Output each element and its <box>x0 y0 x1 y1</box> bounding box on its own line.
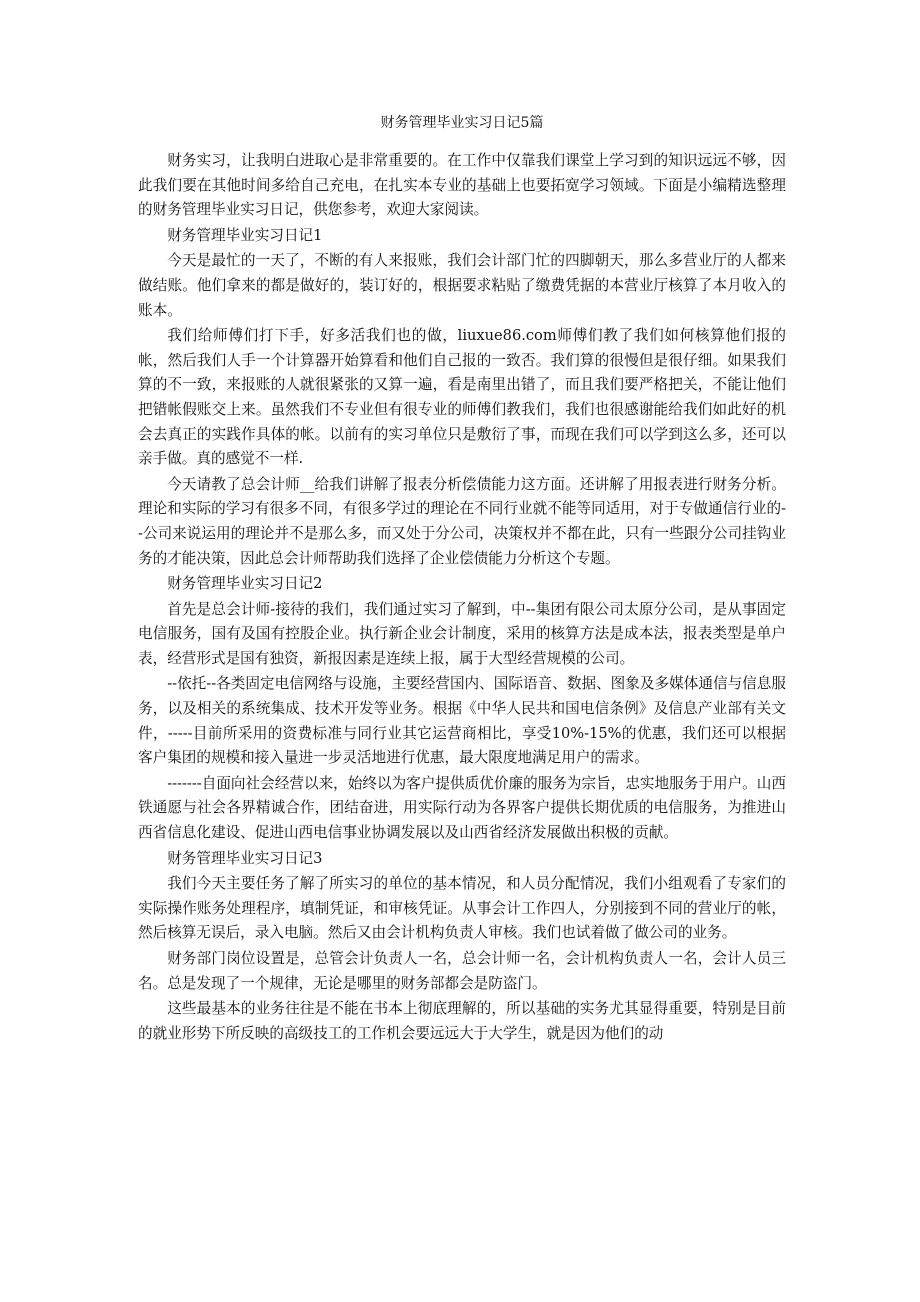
document-title: 财务管理毕业实习日记5篇 <box>380 115 544 131</box>
paragraph: 今天请教了总会计师__给我们讲解了报表分析偿债能力这方面。还讲解了用报表进行财务分析。理论和实际的学习有很多不同，有很多学过的理论在不同行业就不能等同适用，对于专做通信行业的--公司来说运用的理论并不是那么多，而又处于分公司，决策权并不都在此，只有一些跟分公司挂钩业务的才能决策，因此总会计师帮助我们选择了企业偿债能力分析这个专题。 <box>138 475 786 567</box>
paragraph: 财务部门岗位设置是，总管会计负责人一名，总会计师一名，会计机构负责人一名，会计人员三名。总是发现了一个规律，无论是哪里的财务部都会是防盗门。 <box>138 950 786 992</box>
paragraph: -------自面向社会经营以来，始终以为客户提供质优价廉的服务为宗旨，忠实地服务于用户。山西铁通愿与社会各界精诚合作，团结奋进，用实际行动为各界客户提供长期优质的电信服务，为推进山西省信息化建设、促进山西电信事业协调发展以及山西省经济发展做出积极的贡献。 <box>138 774 786 842</box>
section-heading-1: 财务管理毕业实习日记1 <box>167 226 323 244</box>
section-heading-3: 财务管理毕业实习日记3 <box>167 849 323 867</box>
section-heading-2: 财务管理毕业实习日记2 <box>167 575 323 593</box>
intro-paragraph: 财务实习，让我明白进取心是非常重要的。在工作中仅靠我们课堂上学习到的知识远远不够，因此我们要在其他时间多给自己充电，在扎实本专业的基础上也要拓宽学习领域。下面是小编精选整理的财务管理毕业实习日记，供您参考，欢迎大家阅读。 <box>138 152 786 219</box>
paragraph: 我们今天主要任务了解了所实习的单位的基本情况，和人员分配情况，我们小组观看了专家们的实际操作账务处理程序，填制凭证，和审核凭证。从事会计工作四人，分别接到不同的营业厅的帐，然后核算无误后，录入电脑。然后又由会计机构负责人审核。我们也试着做了做公司的业务。 <box>138 875 786 942</box>
paragraph: 我们给师傅们打下手，好多活我们也的做，liuxue86.com师傅们教了我们如何核算他们报的帐，然后我们人手一个计算器开始算看和他们自己报的一致否。我们算的很慢但是很仔细。如果我们算的不一致，来报账的人就很紧张的又算一遍，看是南里出错了，而且我们要严格把关，不能让他们把错帐假账交上来。虽然我们不专业但有很专业的师傅们教我们，我们也很感谢能给我们如此好的机会去真正的实践作具体的帐。以前有的实习单位只是敷衍了事，而现在我们可以学到这么多，还可以亲手做。真的感觉不一样. <box>138 327 786 468</box>
paragraph: 首先是总会计师-接待的我们，我们通过实习了解到，中--集团有限公司太原分公司，是从事固定电信服务，国有及国有控股企业。执行新企业会计制度，采用的核算方法是成本法，报表类型是单户表，经营形式是国有独资，新报因素是连续上报，属于大型经营规模的公司。 <box>138 600 786 667</box>
paragraph: 今天是最忙的一天了，不断的有人来报账，我们会计部门忙的四脚朝天，那么多营业厅的人都来做结账。他们拿来的都是做好的，装订好的，根据要求粘贴了缴费凭据的本营业厅核算了本月收入的账本。 <box>138 252 786 319</box>
paragraph: --依托--各类固定电信网络与设施，主要经营国内、国际语音、数据、图象及多媒体通信与信息服务，以及相关的系统集成、技术开发等业务。根据《中华人民共和国电信条例》及信息产业部有关文件，-----目前所采用的资费标准与同行业其它运营商相比，享受10%-15%的优惠，我们还可以根据客户集团的规模和接入量进一步灵活地进行优惠，最大限度地满足用户的需求。 <box>138 675 786 767</box>
paragraph: 这些最基本的业务往往是不能在书本上彻底理解的，所以基础的实务尤其显得重要，特别是目前的就业形势下所反映的高级技工的工作机会要远远大于大学生，就是因为他们的动 <box>138 1000 786 1042</box>
document-page <box>138 113 786 1047</box>
